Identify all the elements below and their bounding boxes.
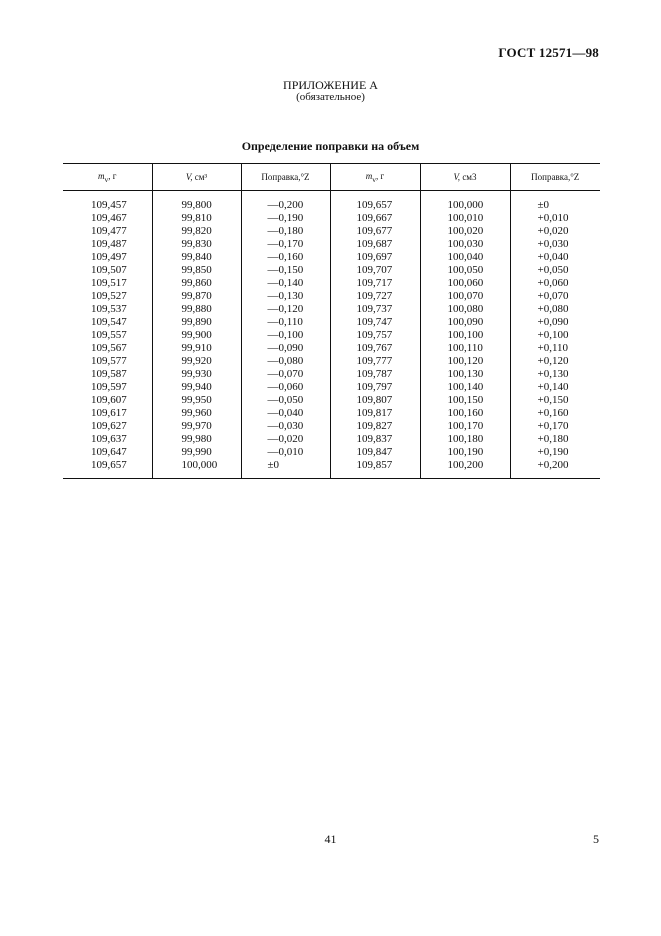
table-cell: +0,140 bbox=[510, 381, 600, 394]
table-cell: 109,697 bbox=[330, 251, 420, 264]
table-cell: 109,777 bbox=[330, 355, 420, 368]
table-cell: 109,807 bbox=[330, 394, 420, 407]
table-cell: +0,160 bbox=[510, 407, 600, 420]
table-cell: —0,170 bbox=[241, 238, 330, 251]
column-header-variable: m bbox=[98, 170, 105, 181]
table-cell: 109,557 bbox=[91, 329, 127, 341]
table-cell: 100,190 bbox=[420, 446, 510, 459]
table-cell: 99,960 bbox=[152, 407, 241, 420]
table-cell: 109,727 bbox=[330, 290, 420, 303]
table-cell: 99,980 bbox=[152, 433, 241, 446]
table-cell: 100,050 bbox=[420, 264, 510, 277]
table-cell: 100,060 bbox=[420, 277, 510, 290]
table-cell: 109,627 bbox=[91, 420, 127, 432]
table-cell: —0,070 bbox=[241, 368, 330, 381]
table-row bbox=[63, 420, 600, 433]
table-cell: 109,797 bbox=[330, 381, 420, 394]
table-row bbox=[63, 446, 600, 459]
table-cell: +0,030 bbox=[510, 238, 600, 251]
table-header-row bbox=[63, 164, 600, 191]
table-cell: 99,950 bbox=[152, 394, 241, 407]
table-cell: 100,000 bbox=[420, 191, 510, 213]
table-cell: +0,060 bbox=[510, 277, 600, 290]
table-cell: 109,817 bbox=[330, 407, 420, 420]
table-cell: +0,150 bbox=[510, 394, 600, 407]
table-cell: —0,030 bbox=[241, 420, 330, 433]
table-cell: —0,020 bbox=[241, 433, 330, 446]
table-cell: 109,467 bbox=[91, 212, 127, 224]
table-cell: 109,547 bbox=[91, 316, 127, 328]
table-cell: —0,100 bbox=[241, 329, 330, 342]
table-cell: —0,190 bbox=[241, 212, 330, 225]
table-cell: 99,810 bbox=[152, 212, 241, 225]
table-cell: 99,940 bbox=[152, 381, 241, 394]
table-cell: 99,880 bbox=[152, 303, 241, 316]
table-cell: 109,497 bbox=[91, 251, 127, 263]
table-cell: 99,870 bbox=[152, 290, 241, 303]
table-row bbox=[63, 238, 600, 251]
table-row bbox=[63, 381, 600, 394]
table-cell: 99,990 bbox=[152, 446, 241, 459]
table-cell: 109,657 bbox=[330, 191, 420, 213]
volume-correction-table bbox=[63, 163, 600, 479]
table-cell: —0,120 bbox=[241, 303, 330, 316]
table-row bbox=[63, 329, 600, 342]
appendix-subtitle: (обязательное) bbox=[296, 91, 365, 103]
table-cell: 109,617 bbox=[91, 407, 127, 419]
table-cell: 100,160 bbox=[420, 407, 510, 420]
table-cell: 99,800 bbox=[152, 191, 241, 213]
table-row bbox=[63, 342, 600, 355]
table-cell: +0,130 bbox=[510, 368, 600, 381]
table-cell: 100,120 bbox=[420, 355, 510, 368]
table-cell: +0,010 bbox=[510, 212, 600, 225]
table-cell: 109,847 bbox=[330, 446, 420, 459]
table-cell: 100,090 bbox=[420, 316, 510, 329]
table-row bbox=[63, 355, 600, 368]
table-cell: 109,487 bbox=[91, 238, 127, 250]
table-cell: 100,030 bbox=[420, 238, 510, 251]
table-cell: 109,517 bbox=[91, 277, 127, 289]
table-cell: 99,860 bbox=[152, 277, 241, 290]
table-row bbox=[63, 290, 600, 303]
table-cell: 100,080 bbox=[420, 303, 510, 316]
table-cell: 100,110 bbox=[420, 342, 510, 355]
table-row bbox=[63, 368, 600, 381]
table-cell: 99,840 bbox=[152, 251, 241, 264]
table-cell: ±0 bbox=[510, 191, 600, 213]
table-cell: 109,687 bbox=[330, 238, 420, 251]
table-cell: +0,180 bbox=[510, 433, 600, 446]
table-cell: 99,900 bbox=[152, 329, 241, 342]
table-cell: 109,647 bbox=[91, 446, 127, 458]
table-cell: 109,787 bbox=[330, 368, 420, 381]
table-row bbox=[63, 459, 600, 479]
table-cell: 109,737 bbox=[330, 303, 420, 316]
table-cell: 100,200 bbox=[420, 459, 510, 479]
sheet-number: 5 bbox=[593, 832, 599, 846]
table-cell: 100,000 bbox=[152, 459, 241, 479]
column-header-unit: Поправка,°Z bbox=[261, 172, 310, 182]
table-row bbox=[63, 433, 600, 446]
column-header bbox=[330, 164, 420, 191]
table-cell: 100,130 bbox=[420, 368, 510, 381]
table-cell: 99,890 bbox=[152, 316, 241, 329]
table-cell: 109,637 bbox=[91, 433, 127, 445]
table-cell: 99,820 bbox=[152, 225, 241, 238]
table-cell: 100,140 bbox=[420, 381, 510, 394]
table-cell: 100,180 bbox=[420, 433, 510, 446]
table-cell: 100,150 bbox=[420, 394, 510, 407]
table-caption: Определение поправки на объем bbox=[241, 139, 420, 153]
table-cell: +0,190 bbox=[510, 446, 600, 459]
column-header bbox=[152, 164, 241, 191]
column-header bbox=[420, 164, 510, 191]
table-cell: +0,040 bbox=[510, 251, 600, 264]
table-cell: —0,130 bbox=[241, 290, 330, 303]
table-cell: 99,970 bbox=[152, 420, 241, 433]
table-cell: —0,060 bbox=[241, 381, 330, 394]
table-cell: 109,667 bbox=[330, 212, 420, 225]
table-cell: —0,110 bbox=[241, 316, 330, 329]
table-cell: 100,070 bbox=[420, 290, 510, 303]
column-header-variable: m bbox=[365, 170, 373, 181]
column-header bbox=[241, 164, 330, 191]
table-cell: 109,677 bbox=[330, 225, 420, 238]
table-cell: —0,040 bbox=[241, 407, 330, 420]
table-cell: —0,010 bbox=[241, 446, 330, 459]
table-row bbox=[63, 316, 600, 329]
table-cell: —0,140 bbox=[241, 277, 330, 290]
table-cell: 109,837 bbox=[330, 433, 420, 446]
table-cell: 109,507 bbox=[91, 264, 127, 276]
column-header-unit: см³ bbox=[192, 172, 208, 182]
table-cell: 100,040 bbox=[420, 251, 510, 264]
table-cell: 109,757 bbox=[330, 329, 420, 342]
table-cell: 109,457 bbox=[91, 199, 127, 211]
column-header-unit: Поправка,°Z bbox=[531, 172, 580, 182]
column-header-subscript: v bbox=[372, 174, 377, 184]
table-row bbox=[63, 191, 600, 213]
table-cell: 99,830 bbox=[152, 238, 241, 251]
table-cell: ±0 bbox=[241, 459, 330, 479]
table-row bbox=[63, 277, 600, 290]
table-cell: +0,170 bbox=[510, 420, 600, 433]
column-header-unit: , г bbox=[108, 170, 117, 181]
table-cell: 100,170 bbox=[420, 420, 510, 433]
table-cell: +0,080 bbox=[510, 303, 600, 316]
table-cell: 100,100 bbox=[420, 329, 510, 342]
table-cell: 109,857 bbox=[330, 459, 420, 479]
table-row bbox=[63, 212, 600, 225]
table-cell: 109,577 bbox=[91, 355, 127, 367]
table-cell: 109,597 bbox=[91, 381, 127, 393]
table-cell: +0,100 bbox=[510, 329, 600, 342]
table-cell: —0,050 bbox=[241, 394, 330, 407]
table-cell: 99,920 bbox=[152, 355, 241, 368]
table-row bbox=[63, 251, 600, 264]
table-cell: —0,090 bbox=[241, 342, 330, 355]
column-header bbox=[510, 164, 600, 191]
column-header-variable: V, bbox=[185, 172, 193, 182]
table-cell: 100,020 bbox=[420, 225, 510, 238]
table-cell: +0,200 bbox=[510, 459, 600, 479]
table-cell: 109,587 bbox=[91, 368, 127, 380]
table-cell: 99,850 bbox=[152, 264, 241, 277]
table-cell: +0,090 bbox=[510, 316, 600, 329]
table-cell: +0,050 bbox=[510, 264, 600, 277]
appendix-title: ПРИЛОЖЕНИЕ А bbox=[283, 78, 378, 92]
table-row bbox=[63, 225, 600, 238]
column-header-subscript: v bbox=[104, 174, 109, 184]
table-cell: 109,747 bbox=[330, 316, 420, 329]
table-cell: 109,537 bbox=[91, 303, 127, 315]
table-cell: 109,827 bbox=[330, 420, 420, 433]
column-header-variable: V, bbox=[453, 172, 461, 182]
table-cell: 99,910 bbox=[152, 342, 241, 355]
column-header bbox=[63, 164, 152, 191]
document-code: ГОСТ 12571—98 bbox=[498, 45, 599, 60]
table-cell: 99,930 bbox=[152, 368, 241, 381]
table-cell: 109,607 bbox=[91, 394, 127, 406]
table-row bbox=[63, 303, 600, 316]
table-cell: +0,020 bbox=[510, 225, 600, 238]
table-row bbox=[63, 407, 600, 420]
table-cell: 109,477 bbox=[91, 225, 127, 237]
table-row bbox=[63, 264, 600, 277]
table-cell: 109,717 bbox=[330, 277, 420, 290]
table-cell: +0,070 bbox=[510, 290, 600, 303]
table-cell: +0,120 bbox=[510, 355, 600, 368]
column-header-unit: , г bbox=[376, 170, 385, 181]
table-cell: 109,707 bbox=[330, 264, 420, 277]
table-cell: 109,657 bbox=[63, 459, 152, 479]
table-cell: —0,160 bbox=[241, 251, 330, 264]
table-cell: —0,150 bbox=[241, 264, 330, 277]
table-cell: —0,200 bbox=[241, 191, 330, 213]
table-cell: +0,110 bbox=[510, 342, 600, 355]
table-cell: 109,767 bbox=[330, 342, 420, 355]
page-number: 41 bbox=[324, 832, 337, 846]
table-row bbox=[63, 394, 600, 407]
table-cell: —0,080 bbox=[241, 355, 330, 368]
table-cell: 109,567 bbox=[91, 342, 127, 354]
table-cell: —0,180 bbox=[241, 225, 330, 238]
column-header-unit: см3 bbox=[460, 172, 477, 182]
table-cell: 100,010 bbox=[420, 212, 510, 225]
table-cell: 109,527 bbox=[91, 290, 127, 302]
